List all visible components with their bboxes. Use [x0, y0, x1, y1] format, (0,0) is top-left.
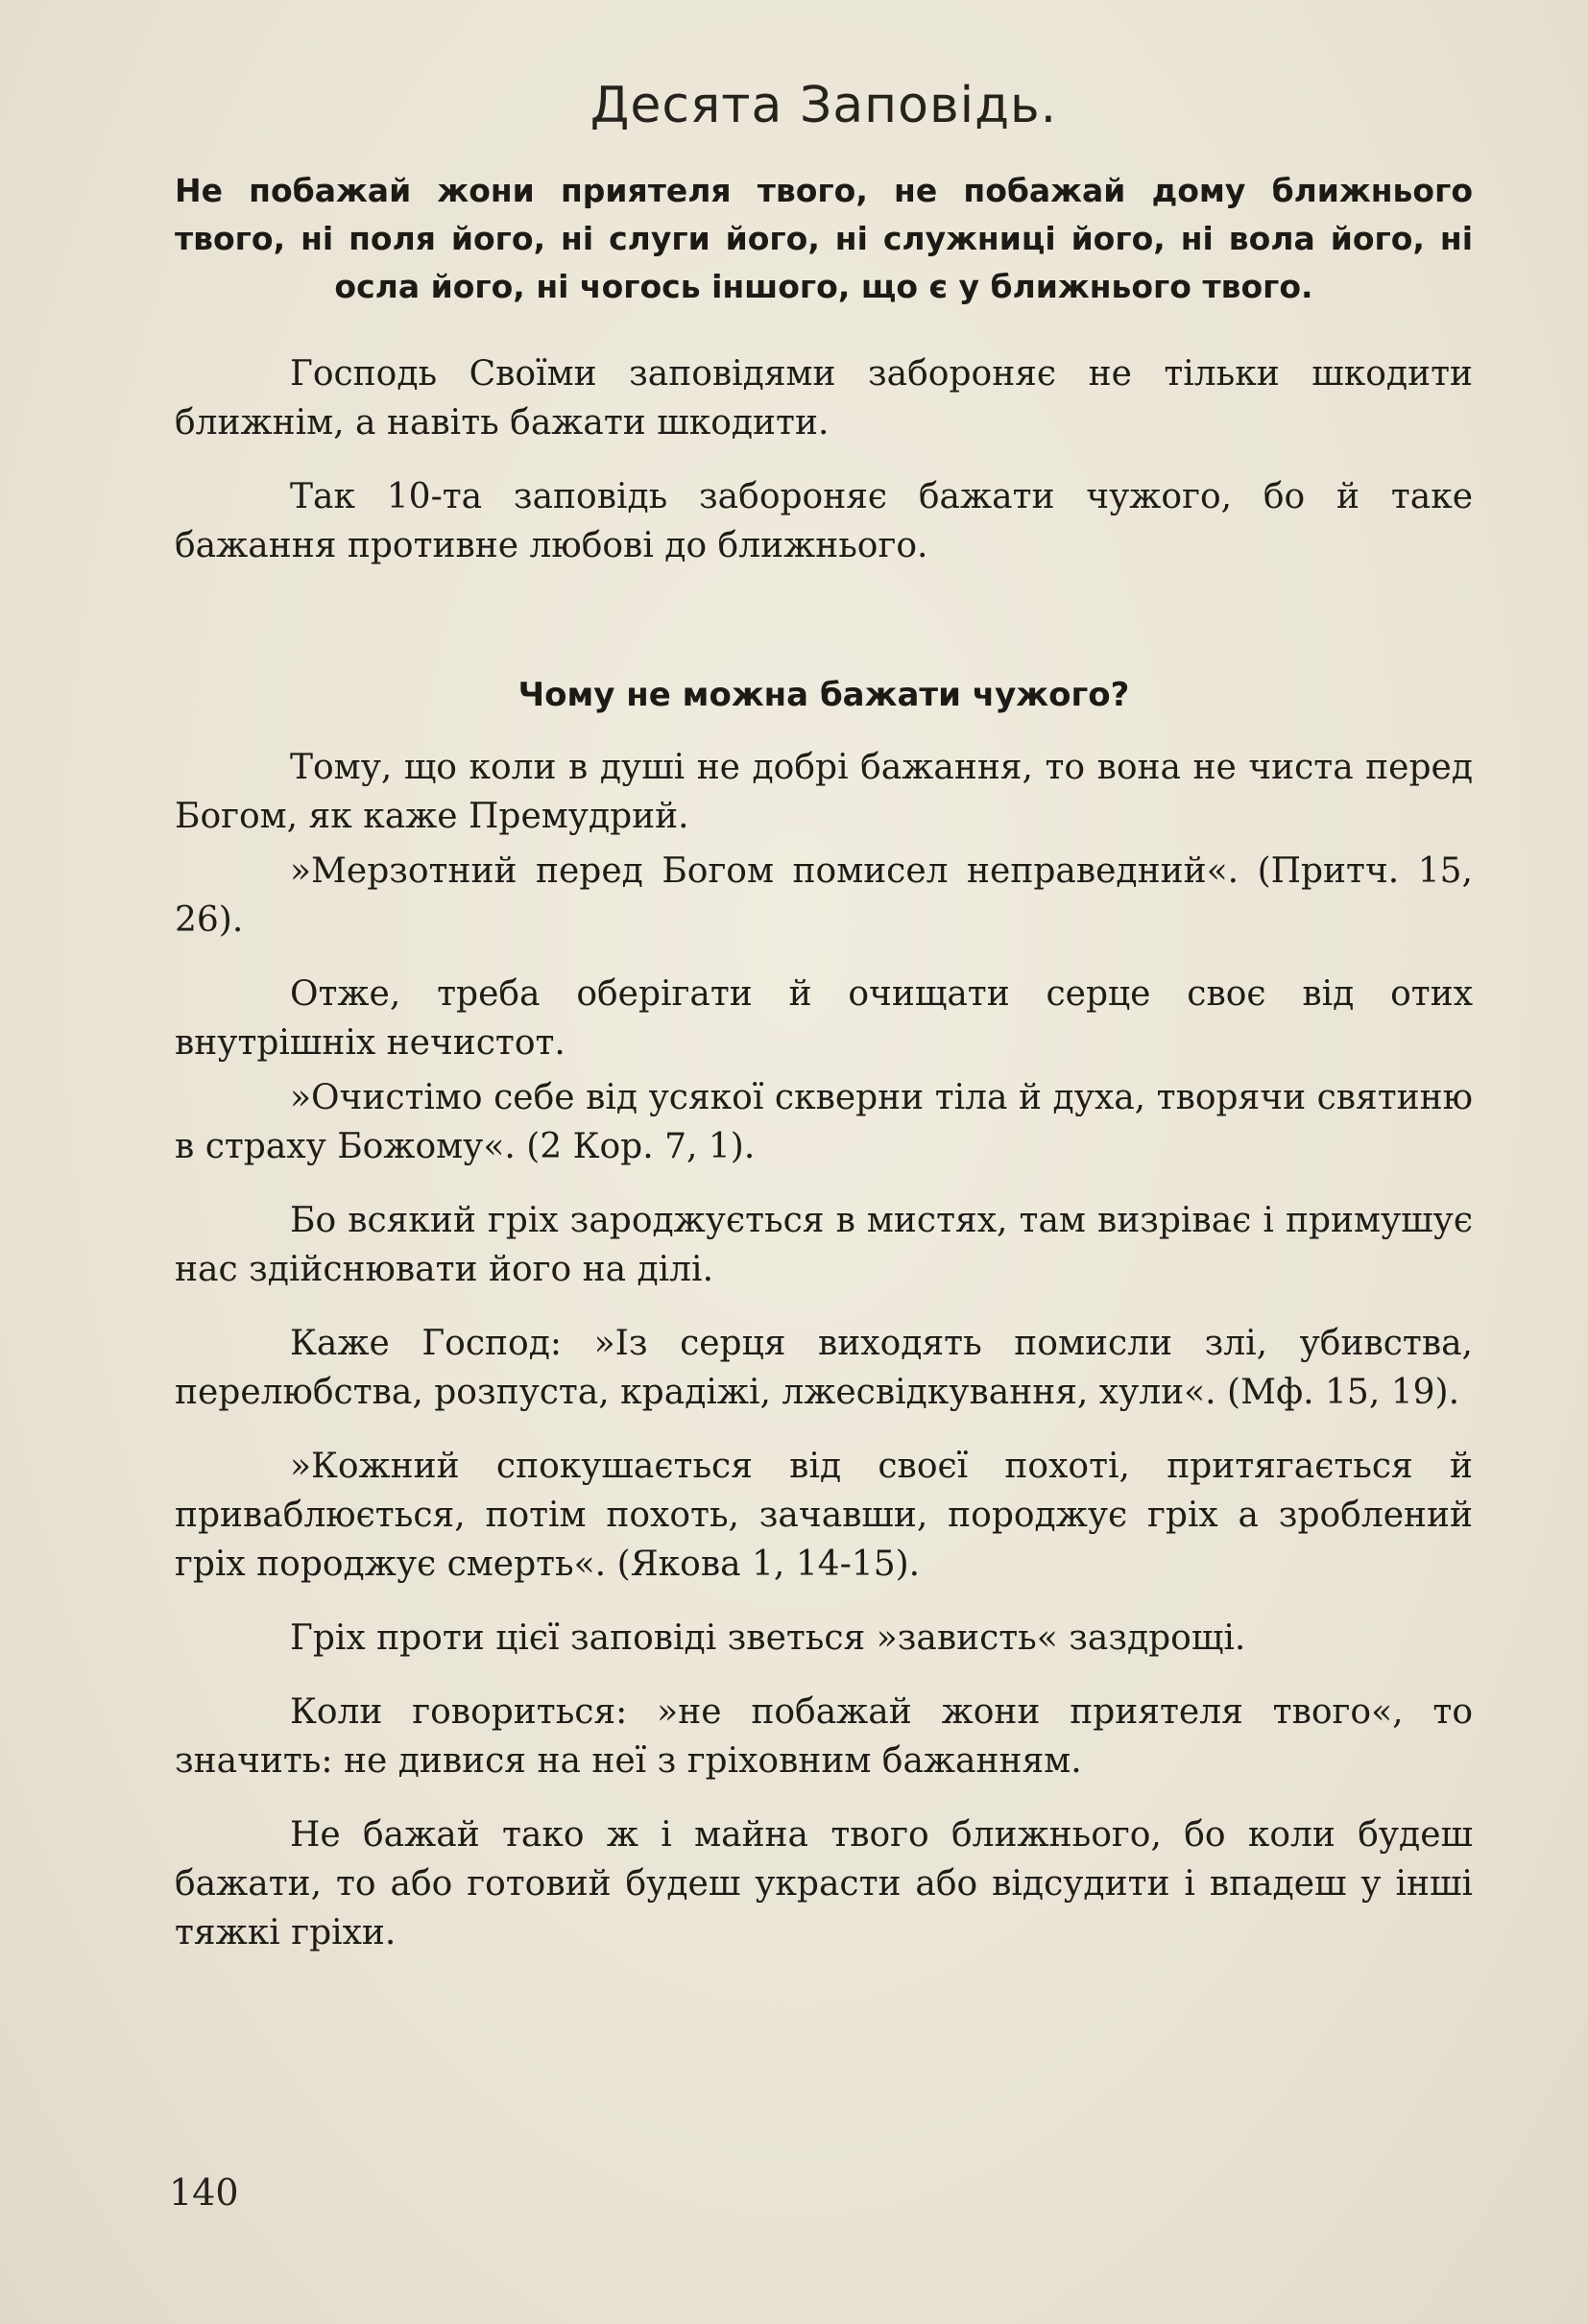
scripture-quote: »Очистімо себе від усякої скверни тіла й духа, творячи святиню в страху Божому«. (2 Кор. 7, 1).: [175, 1078, 1473, 1166]
scripture-quote: »Кожний спокушається від своєї похоті, притягається й приваблюється, потім похоть, зачавши, породжує гріх а зроблений гріх породжує смерть«. (Якова 1, 14-15).: [175, 1447, 1473, 1584]
chapter-title: Десята Заповідь.: [589, 77, 1058, 134]
section-paragraph: Не бажай тако ж і майна твого ближнього, бо коли будеш бажати, то або готовий будеш украсти або відсудити і впадеш у інші тяжкі гріхи.: [175, 1815, 1473, 1953]
intro-paragraph: Так 10-та заповідь забороняє бажати чужого, бо й таке бажання противне любові до ближнього.: [175, 477, 1473, 565]
intro-paragraph: Господь Своїми заповідями забороняє не тільки шкодити ближнім, а навіть бажати шкодити.: [175, 354, 1473, 443]
section-paragraph: Коли говориться: »не побажай жони приятеля твого«, то значить: не дивися на неї з гріховним бажанням.: [175, 1692, 1473, 1781]
commandment-text: Не побажай жони приятеля твого, не побажай дому ближнього твого, ні поля його, ні слуги його, ні служниці його, ні вола його, ні осла його, ні чогось іншого, що є у ближнього твого.: [175, 172, 1473, 305]
page-content: [175, 77, 1473, 1982]
section-heading: Чому не можна бажати чужого?: [517, 676, 1130, 714]
section-paragraph: Гріх проти цієї заповіді зветься »зависть« заздрощі.: [290, 1618, 1246, 1658]
scripture-quote: Каже Господ: »Із серця виходять помисли злі, убивства, перелюбства, розпуста, крадіжі, лжесвідкування, хули«. (Мф. 15, 19).: [175, 1324, 1473, 1412]
scripture-quote: »Мерзотний перед Богом помисел неправедний«. (Притч. 15, 26).: [175, 851, 1473, 940]
section-paragraph: Отже, треба оберігати й очищати серце своє від отих внутрішніх нечистот.: [175, 974, 1473, 1063]
page-number: 140: [169, 2171, 239, 2214]
section-paragraph: Бо всякий гріх зароджується в мистях, там визріває і примушує нас здійснювати його на ділі.: [175, 1201, 1473, 1289]
section-paragraph: Тому, що коли в душі не добрі бажання, то вона не чиста перед Богом, як каже Премудрий.: [175, 748, 1473, 836]
